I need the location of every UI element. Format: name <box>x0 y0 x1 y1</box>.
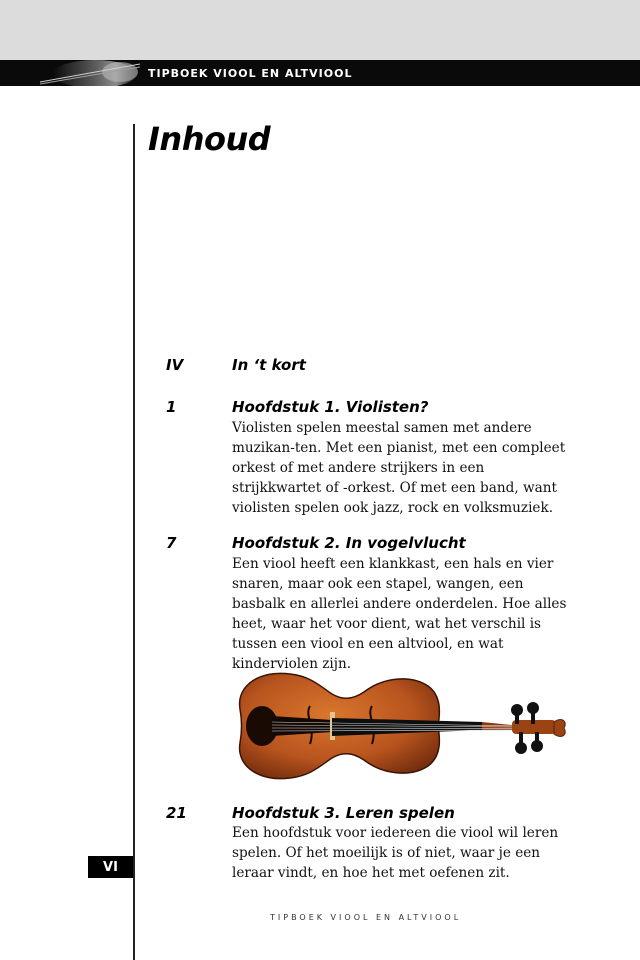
violin-image <box>232 664 572 784</box>
running-footer: TIPBOEK VIOOL EN ALTVIOOL <box>270 913 462 922</box>
toc-description: Een hoofdstuk voor iedereen die viool wil leren spelen. Of het moeilijk is of niet, waar je een leraar vindt, en hoe het met oefenen zit. <box>232 825 559 881</box>
top-margin <box>0 0 640 60</box>
page-number-tab: VI <box>88 856 133 878</box>
toc-page-number: IV <box>166 356 184 374</box>
toc-heading: Hoofdstuk 3. Leren spelen <box>232 804 455 822</box>
toc-page-number: 21 <box>166 804 187 822</box>
page-title: Inhoud <box>148 120 271 158</box>
toc-heading: Hoofdstuk 2. In vogelvlucht <box>232 534 466 552</box>
toc-heading: In ‘t kort <box>232 356 306 374</box>
toc-description: Violisten spelen meestal samen met andere muzikan-ten. Met een pianist, met een compleet orkest of met andere strijkers in een strijkkwartet of -orkest. Of met een band, want violisten spelen ook jazz, rock en volksmuziek. <box>232 420 566 516</box>
header-violin-image <box>0 60 150 86</box>
toc-heading: Hoofdstuk 1. Violisten? <box>232 398 429 416</box>
toc-page-number: 7 <box>166 534 177 552</box>
running-header <box>0 60 640 86</box>
toc-page-number: 1 <box>166 398 177 416</box>
header-title: TIPBOEK VIOOL EN ALTVIOOL <box>148 67 353 80</box>
toc-description: Een viool heeft een klankkast, een hals en vier snaren, maar ook een stapel, wangen, een basbalk en allerlei andere onderdelen. Hoe alles heet, waar het voor dient, wat het verschil is tussen een viool en een altviool, en wat kinderviolen zijn. <box>232 556 567 672</box>
margin-rule <box>133 124 135 960</box>
